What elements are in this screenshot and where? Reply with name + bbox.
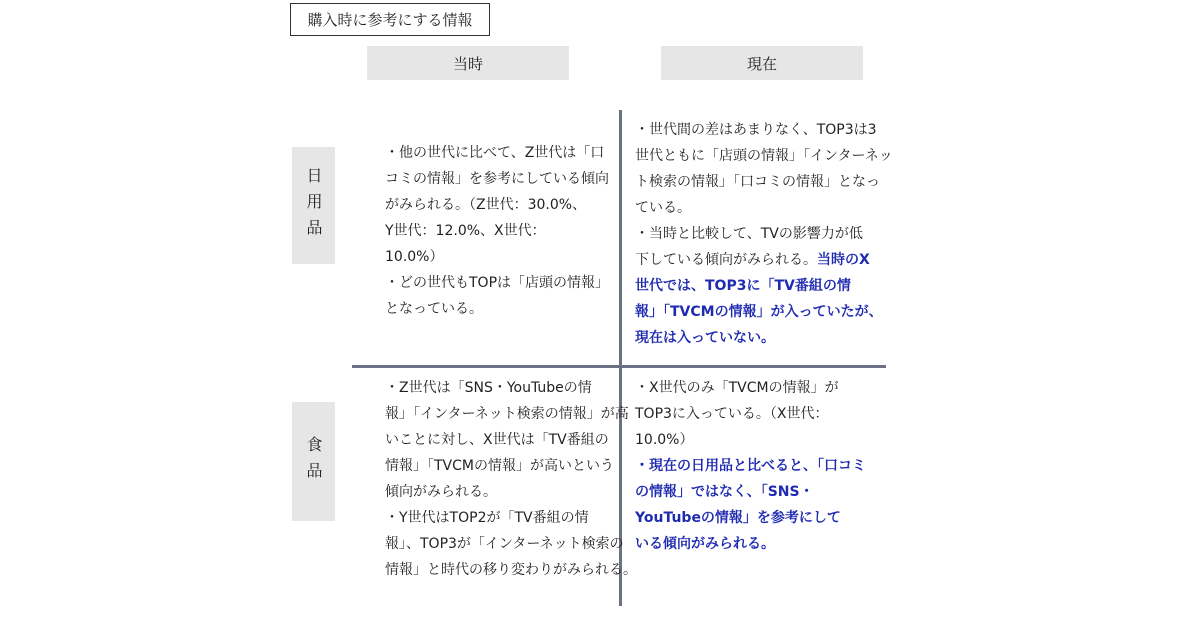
emphasis-line: 報」「TVCMの情報」が入っていたが、 — [635, 304, 883, 320]
emphasis-line: ・現在の日用品と比べると、「口コミ — [635, 458, 866, 474]
text-line: 10.0%） — [385, 249, 444, 265]
text-line: コミの情報」を参考にしている傾向 — [385, 171, 609, 187]
column-header-then: 当時 — [367, 46, 569, 80]
text-line: ・X世代のみ「TVCMの情報」が — [635, 380, 839, 396]
row-header-daily-goods: 日用品 — [292, 147, 335, 264]
text-line: ・他の世代に比べて、Z世代は「口 — [385, 145, 605, 161]
cell-food-now — [635, 375, 866, 557]
text-line: 傾向がみられる。 — [385, 484, 497, 500]
text-line: Y世代：12.0%、X世代： — [385, 223, 546, 239]
text-line: 報」、TOP3が「インターネット検索の — [385, 536, 624, 552]
text-line: 情報」と時代の移り変わりがみられる。 — [385, 562, 637, 578]
cell-daily-then — [385, 140, 609, 322]
column-header-now: 現在 — [661, 46, 863, 80]
page-title: 購入時に参考にする情報 — [290, 3, 490, 36]
text-line: ・Z世代は「SNS・YouTubeの情 — [385, 380, 592, 396]
text-line: いことに対し、X世代は「TV番組の — [385, 432, 609, 448]
text-line: となっている。 — [385, 301, 483, 317]
emphasis-line: 現在は入っていない。 — [635, 330, 775, 346]
emphasis-line: 世代では、TOP3に「TV番組の情 — [635, 278, 851, 294]
text-line: がみられる。（Z世代：30.0%、 — [385, 197, 587, 213]
text-line: 世代ともに「店頭の情報」「インターネッ — [635, 148, 893, 164]
text-line: ・世代間の差はあまりなく、TOP3は3 — [635, 122, 877, 138]
text-line: 報」「インターネット検索の情報」が高 — [385, 406, 629, 422]
emphasis-text: 当時のX — [817, 252, 870, 268]
text-line: ・当時と比較して、TVの影響力が低 — [635, 226, 863, 242]
emphasis-line: いる傾向がみられる。 — [635, 536, 775, 552]
emphasis-line: YouTubeの情報」を参考にして — [635, 510, 841, 526]
emphasis-line: の情報」ではなく、「SNS・ — [635, 484, 814, 500]
text-line: 10.0%） — [635, 432, 694, 448]
text-line: ト検索の情報」「口コミの情報」となっ — [635, 174, 880, 190]
row-header-food: 食品 — [292, 402, 335, 521]
text-line: ている。 — [635, 200, 691, 216]
text-line: TOP3に入っている。（X世代： — [635, 406, 829, 422]
text-line: ・どの世代もTOPは「店頭の情報」 — [385, 275, 610, 291]
text-line-mixed — [635, 247, 893, 273]
cell-daily-now — [635, 117, 893, 351]
text-line: ・Y世代はTOP2が「TV番組の情 — [385, 510, 589, 526]
text-line: 情報」「TVCMの情報」が高いという — [385, 458, 614, 474]
text-segment: 下している傾向がみられる。 — [635, 252, 817, 268]
cell-food-then — [385, 375, 637, 583]
